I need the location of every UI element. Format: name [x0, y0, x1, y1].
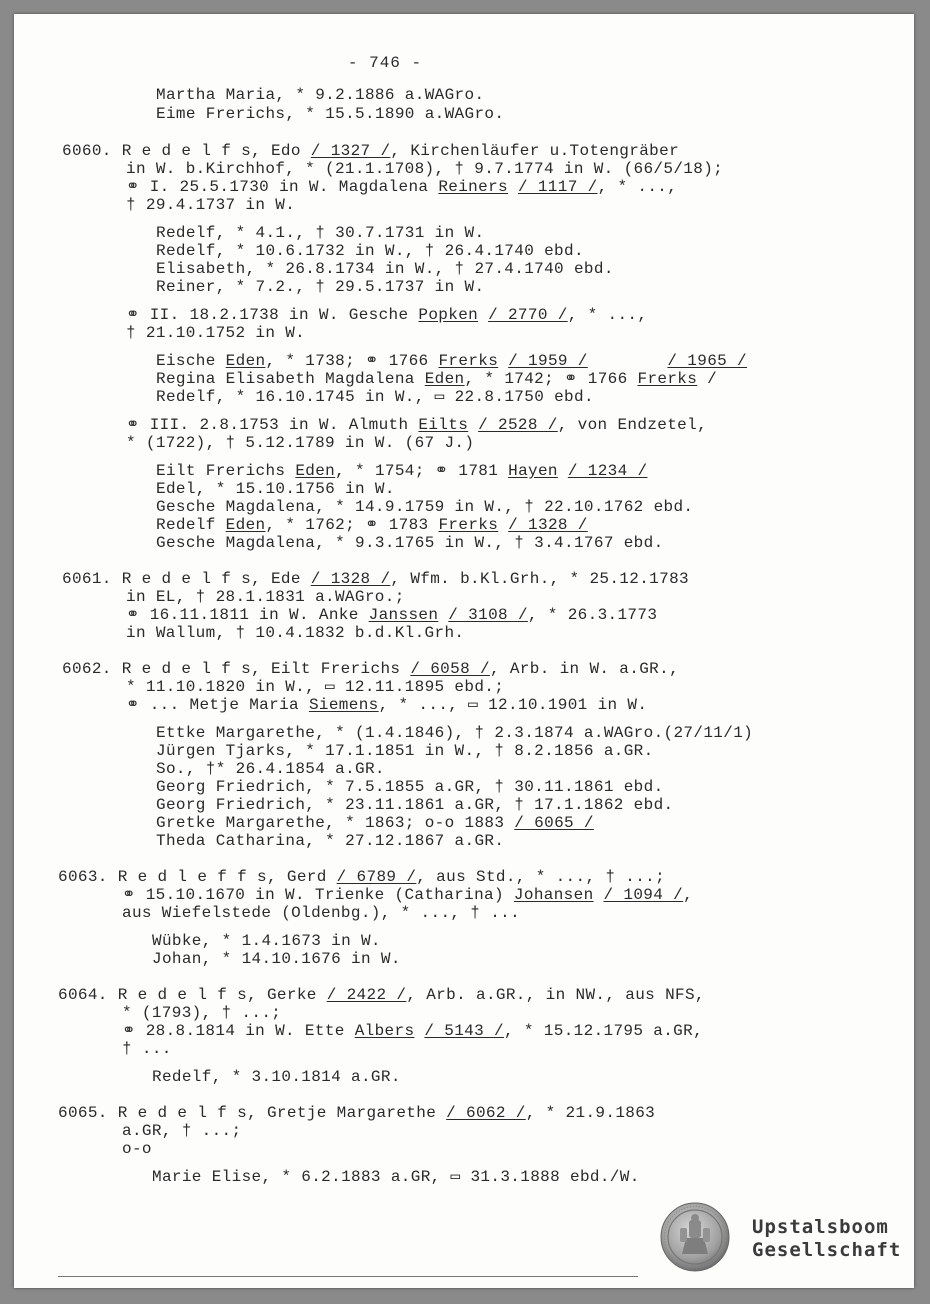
text-line: [156, 480, 395, 498]
underlined-reference: / 1094 /: [603, 886, 684, 904]
document-page: [14, 14, 914, 1288]
text-line: [122, 1040, 172, 1058]
text-run: * 11.10.1820 in W., ▭ 12.11.1895 ebd.;: [126, 678, 505, 696]
text-run: [468, 416, 478, 434]
text-line: [156, 278, 484, 296]
underlined-reference: / 1328 /: [310, 570, 391, 588]
text-line: [156, 86, 484, 104]
text-run: , * 15.12.1795 a.GR,: [504, 1022, 704, 1040]
text-run: ⚭ 15.10.1670 in W. Trienke (Catharina): [122, 886, 514, 904]
underlined-reference: Eden: [424, 370, 465, 388]
text-line: [62, 570, 689, 588]
text-line: [126, 306, 647, 324]
underlined-reference: Johansen: [513, 886, 594, 904]
text-line: [156, 370, 717, 388]
text-line: [126, 196, 295, 214]
text-line: [122, 904, 520, 922]
text-line: [122, 1004, 281, 1022]
text-run: [508, 178, 518, 196]
underlined-reference: Siemens: [308, 696, 379, 714]
text-run: Redelf, * 3.10.1814 a.GR.: [152, 1068, 401, 1086]
text-run: Gesche Magdalena, * 14.9.1759 in W., † 22.10.1762 ebd.: [156, 498, 694, 516]
text-run: [498, 352, 508, 370]
text-run: ⚭ 16.11.1811 in W. Anke: [126, 606, 369, 624]
text-line: [152, 950, 401, 968]
text-run: ⚭ II. 18.2.1738 in W. Gesche: [126, 306, 419, 324]
text-run: Ettke Margarethe, * (1.4.1846), † 2.3.1874 a.WAGro.(27/11/1): [156, 724, 754, 742]
text-line: [156, 462, 647, 480]
text-line: [126, 678, 504, 696]
text-run: [558, 462, 568, 480]
text-run: , * 21.9.1863: [525, 1104, 656, 1122]
text-run: , Arb. in W. a.GR.,: [489, 660, 680, 678]
footer-divider: [58, 1276, 638, 1277]
brand-line-1: Upstalsboom: [752, 1216, 889, 1238]
text-line: [156, 796, 673, 814]
underlined-reference: / 2770 /: [488, 306, 568, 324]
text-run: , * 1742; ⚭ 1766: [464, 370, 638, 388]
brand-line-2: Gesellschaft: [752, 1239, 902, 1261]
text-line: [156, 778, 664, 796]
text-run: † 21.10.1752 in W.: [126, 324, 306, 342]
text-run: Redelf, * 4.1., † 30.7.1731 in W.: [156, 224, 485, 242]
text-run: Redelf: [156, 516, 226, 534]
text-line: [62, 660, 679, 678]
text-run: [498, 516, 508, 534]
text-run: 6061. R e d e l f s, Ede: [62, 570, 311, 588]
underlined-reference: / 2422 /: [326, 986, 407, 1004]
text-run: Edel, * 15.10.1756 in W.: [156, 480, 395, 498]
text-line: [152, 1168, 640, 1186]
text-run: Reiner, * 7.2., † 29.5.1737 in W.: [156, 278, 485, 296]
underlined-reference: / 3108 /: [448, 606, 528, 624]
text-run: So., †* 26.4.1854 a.GR.: [156, 760, 385, 778]
text-line: [122, 1140, 152, 1158]
text-run: * (1722), † 5.12.1789 in W. (67 J.): [126, 434, 475, 452]
text-run: in Wallum, † 10.4.1832 b.d.Kl.Grh.: [126, 624, 465, 642]
text-run: Johan, * 14.10.1676 in W.: [152, 950, 401, 968]
text-run: Eische: [156, 352, 226, 370]
text-line: [156, 534, 664, 552]
text-run: ⚭ III. 2.8.1753 in W. Almuth: [126, 416, 419, 434]
underlined-reference: Eden: [225, 352, 266, 370]
text-run: [478, 306, 488, 324]
underlined-reference: / 6062 /: [446, 1104, 526, 1122]
text-run: Georg Friedrich, * 7.5.1855 a.GR, † 30.11.1861 ebd.: [156, 778, 664, 796]
underlined-reference: / 1117 /: [517, 178, 598, 196]
text-run: in W. b.Kirchhof, * (21.1.1708), † 9.7.1774 in W. (66/5/18);: [126, 160, 724, 178]
page-number: - 746 -: [347, 54, 423, 72]
text-line: [58, 868, 665, 886]
text-run: , aus Std., * ..., † ...;: [416, 868, 666, 886]
text-run: Jürgen Tjarks, * 17.1.1851 in W., † 8.2.1856 a.GR.: [156, 742, 654, 760]
text-line: [126, 160, 723, 178]
text-run: , * 1762; ⚭ 1783: [265, 516, 439, 534]
underlined-reference: Frerks: [438, 516, 499, 534]
text-line: [156, 242, 584, 260]
text-run: 6064. R e d e l f s, Gerke: [58, 986, 327, 1004]
text-line: [126, 324, 305, 342]
underlined-reference: / 1959 /: [508, 352, 588, 370]
text-run: 6063. R e d l e f f s, Gerd: [58, 868, 337, 886]
text-run: † ...: [122, 1040, 172, 1058]
text-run: Marie Elise, * 6.2.1883 a.GR, ▭ 31.3.1888 ebd./W.: [152, 1168, 640, 1186]
text-run: * (1793), † ...;: [122, 1004, 282, 1022]
underlined-reference: / 6065 /: [514, 814, 594, 832]
text-line: [156, 260, 614, 278]
text-line: [156, 388, 594, 406]
text-run: a.GR, † ...;: [122, 1122, 242, 1140]
underlined-reference: Janssen: [368, 606, 439, 624]
text-run: , * ..., ▭ 12.10.1901 in W.: [378, 696, 648, 714]
seal-logo-icon: [660, 1202, 730, 1272]
text-run: Martha Maria, * 9.2.1886 a.WAGro.: [156, 86, 485, 104]
text-line: [156, 516, 588, 534]
text-run: [594, 886, 604, 904]
text-run: Georg Friedrich, * 23.11.1861 a.GR, † 17.1.1862 ebd.: [156, 796, 674, 814]
underlined-reference: / 1328 /: [508, 516, 588, 534]
text-run: ⚭ I. 25.5.1730 in W. Magdalena: [126, 178, 439, 196]
underlined-reference: Frerks: [637, 370, 698, 388]
brand-name: [752, 1216, 901, 1262]
text-run: Gretke Margarethe, * 1863; o-o 1883: [156, 814, 515, 832]
text-run: , von Endzetel,: [557, 416, 708, 434]
text-run: Theda Catharina, * 27.12.1867 a.GR.: [156, 832, 505, 850]
text-run: † 29.4.1737 in W.: [126, 196, 296, 214]
underlined-reference: Popken: [418, 306, 479, 324]
underlined-reference: / 6058 /: [410, 660, 490, 678]
text-run: 6060. R e d e l f s, Edo: [62, 142, 311, 160]
text-run: ,: [683, 886, 694, 904]
underlined-reference: Frerks: [438, 352, 499, 370]
text-line: [156, 742, 654, 760]
text-line: [58, 1104, 655, 1122]
text-run: , Kirchenläufer u.Totengräber: [390, 142, 680, 160]
text-run: 6062. R e d e l f s, Eilt Frerichs: [62, 660, 411, 678]
text-line: [156, 724, 753, 742]
text-run: , * 1754; ⚭ 1781: [335, 462, 509, 480]
underlined-reference: / 1327 /: [310, 142, 391, 160]
text-run: , * 26.3.1773: [527, 606, 658, 624]
text-line: [122, 1022, 703, 1040]
text-run: Redelf, * 16.10.1745 in W., ▭ 22.8.1750 ebd.: [156, 388, 594, 406]
text-line: [152, 932, 381, 950]
underlined-reference: / 5143 /: [424, 1022, 504, 1040]
underlined-reference: Eden: [295, 462, 336, 480]
text-line: [156, 352, 747, 370]
text-run: Redelf, * 10.6.1732 in W., † 26.4.1740 ebd.: [156, 242, 584, 260]
text-line: [62, 142, 679, 160]
text-run: in EL, † 28.1.1831 a.WAGro.;: [126, 588, 405, 606]
text-line: [156, 105, 504, 123]
text-line: [122, 1122, 241, 1140]
text-line: [126, 696, 647, 714]
text-run: , Wfm. b.Kl.Grh., * 25.12.1783: [390, 570, 689, 588]
text-run: o-o: [122, 1140, 152, 1158]
text-line: [126, 416, 707, 434]
text-run: ⚭ 28.8.1814 in W. Ette: [122, 1022, 355, 1040]
text-line: [156, 832, 504, 850]
underlined-reference: Reiners: [438, 178, 508, 196]
text-run: aus Wiefelstede (Oldenbg.), * ..., † ...: [122, 904, 521, 922]
text-run: Elisabeth, * 26.8.1734 in W., † 27.4.1740 ebd.: [156, 260, 614, 278]
text-run: Gesche Magdalena, * 9.3.1765 in W., † 3.4.1767 ebd.: [156, 534, 664, 552]
underlined-reference: / 6789 /: [336, 868, 417, 886]
text-line: [122, 886, 693, 904]
underlined-reference: Eilts: [418, 416, 469, 434]
text-run: , * ...,: [567, 306, 648, 324]
text-run: Wübke, * 1.4.1673 in W.: [152, 932, 381, 950]
text-run: /: [697, 370, 718, 388]
text-run: [414, 1022, 424, 1040]
underlined-reference: Albers: [354, 1022, 415, 1040]
underlined-reference: / 2528 /: [478, 416, 558, 434]
text-run: Regina Elisabeth Magdalena: [156, 370, 425, 388]
text-line: [156, 814, 594, 832]
text-line: [156, 498, 693, 516]
text-run: , Arb. a.GR., in NW., aus NFS,: [406, 986, 705, 1004]
text-line: [126, 178, 677, 196]
text-run: [588, 352, 668, 370]
genealogy-entries: [14, 14, 914, 1288]
text-line: [156, 224, 484, 242]
text-run: [438, 606, 448, 624]
text-run: , * ...,: [597, 178, 678, 196]
text-line: [152, 1068, 401, 1086]
text-line: [156, 760, 385, 778]
underlined-reference: Hayen: [508, 462, 558, 480]
underlined-reference: / 1965 /: [667, 352, 748, 370]
underlined-reference: Eden: [225, 516, 266, 534]
text-run: , * 1738; ⚭ 1766: [265, 352, 439, 370]
text-line: [126, 588, 405, 606]
text-run: Eilt Frerichs: [156, 462, 296, 480]
text-run: 6065. R e d e l f s, Gretje Margarethe: [58, 1104, 447, 1122]
text-run: ⚭ ... Metje Maria: [126, 696, 309, 714]
text-line: [58, 986, 705, 1004]
text-line: [126, 434, 474, 452]
text-line: [126, 624, 464, 642]
text-line: [126, 606, 657, 624]
underlined-reference: / 1234 /: [567, 462, 648, 480]
text-run: Eime Frerichs, * 15.5.1890 a.WAGro.: [156, 105, 505, 123]
